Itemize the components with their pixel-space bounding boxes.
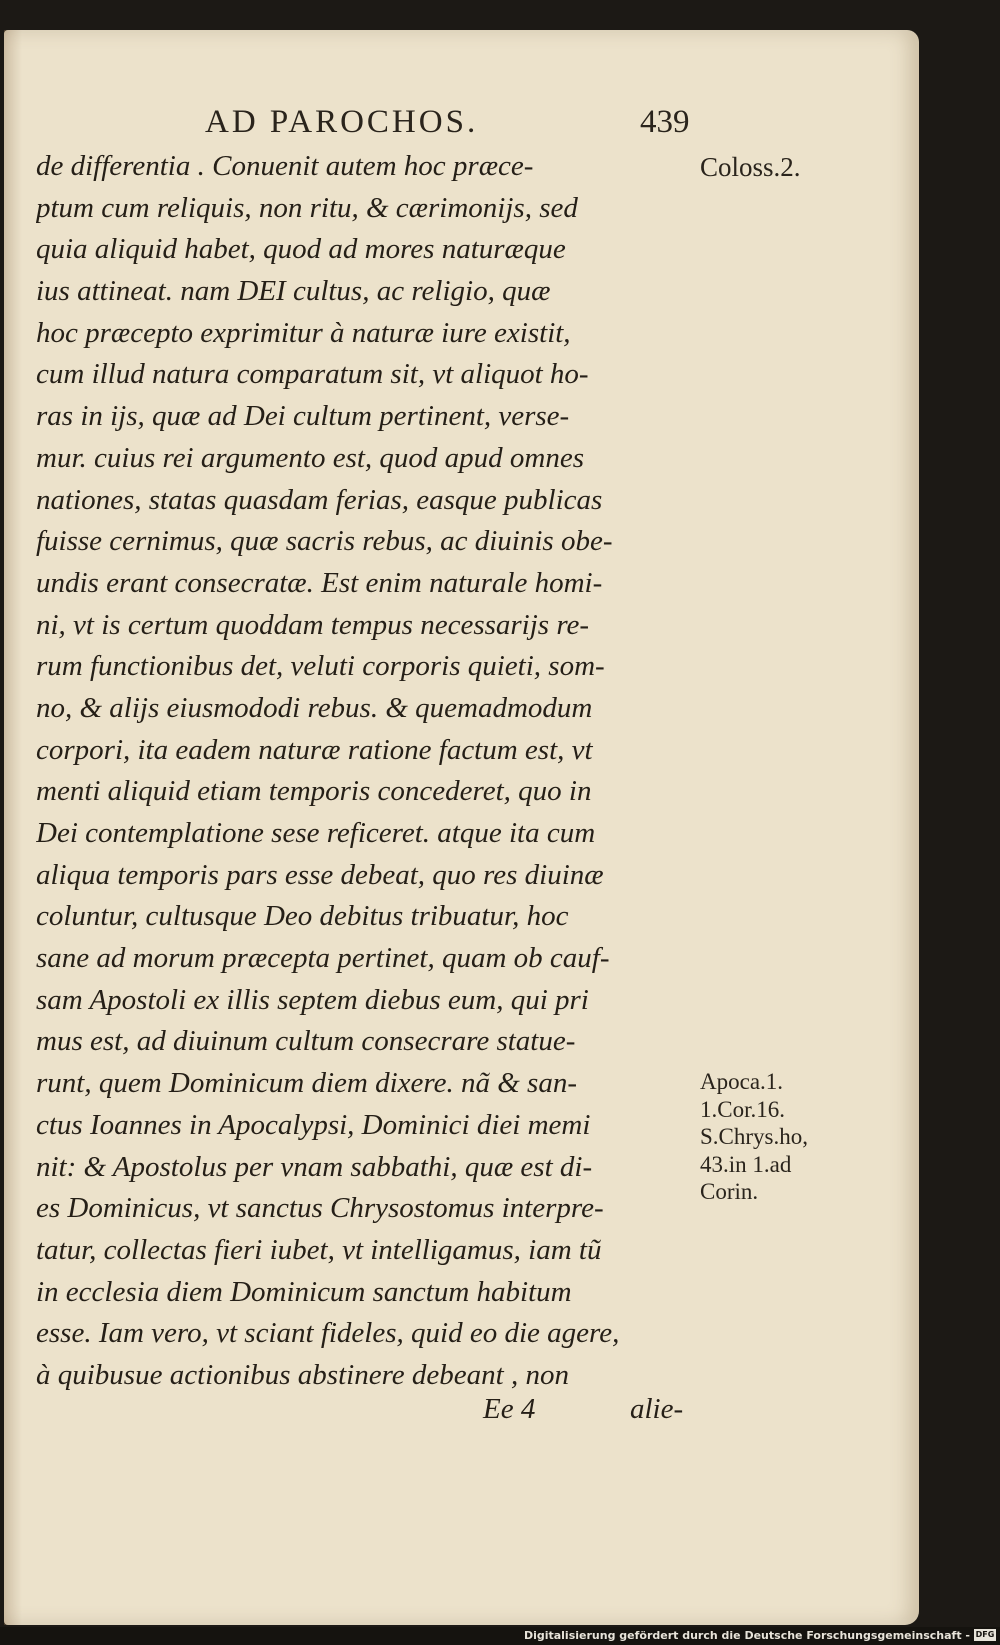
catchword: alie- xyxy=(630,1393,684,1425)
text-line: rum functionibus det, veluti corporis quieti, som- xyxy=(36,650,605,683)
body-text xyxy=(36,146,696,1397)
text-line: nit: & Apostolus per vnam sabbathi, quæ est di- xyxy=(36,1150,593,1183)
margin-note: Corin. xyxy=(700,1179,759,1204)
text-line: de differentia . Conuenit autem hoc præce- xyxy=(36,150,534,182)
text-line: sane ad morum præcepta pertinet, quam ob cauf- xyxy=(36,942,610,975)
text-line: à quibusue actionibus abstinere debeant , non xyxy=(36,1358,569,1391)
text-line: Dei contemplatione sese reficeret. atque ita cum xyxy=(36,817,596,849)
text-line: in ecclesia diem Dominicum sanctum habitum xyxy=(36,1275,572,1308)
text-line: coluntur, cultusque Deo debitus tribuatur, hoc xyxy=(36,900,569,933)
text-line: runt, quem Dominicum diem dixere. nã & san- xyxy=(36,1067,577,1100)
text-line: esse. Iam vero, vt sciant fideles, quid eo die agere, xyxy=(36,1317,620,1350)
page-edge-shadow xyxy=(4,30,22,1625)
text-line: mus est, ad diuinum cultum consecrare statue- xyxy=(36,1025,576,1058)
text-line: es Dominicus, vt sanctus Chrysostomus interpre- xyxy=(36,1192,604,1225)
text-line: cum illud natura comparatum sit, vt aliquot ho- xyxy=(36,358,589,391)
text-line: menti aliquid etiam temporis concederet, quo in xyxy=(36,775,592,808)
text-line: ctus Ioannes in Apocalypsi, Dominici diei memi xyxy=(36,1108,591,1141)
text-line: ras in ijs, quæ ad Dei cultum pertinent, verse- xyxy=(36,400,570,433)
text-line: undis erant consecratæ. Est enim naturale homi- xyxy=(36,566,603,599)
text-line: quia aliquid habet, quod ad mores naturæque xyxy=(36,233,566,266)
margin-note: 1.Cor.16. xyxy=(700,1096,785,1122)
text-line: ptum cum reliquis, non ritu, & cærimonijs, sed xyxy=(36,191,578,224)
digitization-credit: Digitalisierung gefördert durch die Deutsche Forschungsgemeinschaft - xyxy=(523,1629,970,1642)
text-line: ni, vt is certum quoddam tempus necessarijs re- xyxy=(36,608,590,641)
margin-note: 43.in 1.ad xyxy=(700,1151,792,1177)
margin-note: Apoca.1. xyxy=(700,1069,784,1094)
text-line: fuisse cernimus, quæ sacris rebus, ac diuinis obe- xyxy=(36,525,613,558)
margin-note: S.Chrys.ho, xyxy=(700,1124,808,1149)
text-line: ius attineat. nam DEI cultus, ac religio, quæ xyxy=(36,275,551,308)
dfg-logo: DFG xyxy=(975,1630,995,1639)
text-line: aliqua temporis pars esse debeat, quo res diuinæ xyxy=(36,858,604,891)
signature-mark: Ee 4 xyxy=(483,1393,536,1425)
text-line: tatur, collectas fieri iubet, vt intelligamus, iam tũ xyxy=(36,1233,602,1266)
margin-note-coloss: Coloss.2. xyxy=(700,152,801,182)
text-line: hoc præcepto exprimitur à naturæ iure existit, xyxy=(36,316,571,349)
text-line: corpori, ita eadem naturæ ratione factum est, vt xyxy=(36,733,593,766)
text-line: no, & alijs eiusmododi rebus. & quemadmodum xyxy=(36,691,593,724)
page-number: 439 xyxy=(640,104,690,140)
margin-notes-references xyxy=(700,1068,808,1206)
running-header: AD PAROCHOS. xyxy=(205,104,479,140)
text-line: mur. cuius rei argumento est, quod apud omnes xyxy=(36,441,585,474)
text-line: nationes, statas quasdam ferias, easque publicas xyxy=(36,483,603,516)
text-line: sam Apostoli ex illis septem diebus eum, qui pri xyxy=(36,983,589,1016)
